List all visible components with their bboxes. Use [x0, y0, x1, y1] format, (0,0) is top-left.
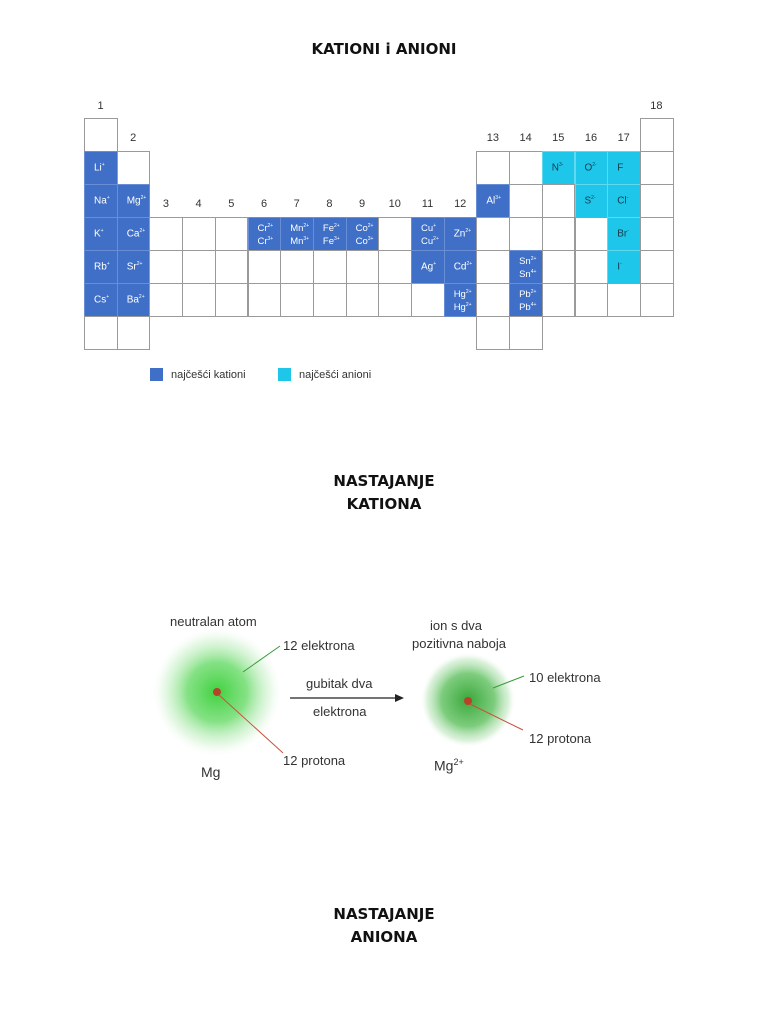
neutral-atom-label: neutralan atom: [170, 614, 257, 629]
ion-symbol: $Mn^{3+}$: [290, 236, 310, 248]
cation-cell-ca: [117, 217, 151, 251]
cation-cell-na: [84, 184, 118, 218]
group-number-8: 8: [326, 198, 333, 210]
empty-cell: [509, 184, 543, 218]
ion-symbol: $Cr^{3+}$: [257, 236, 274, 248]
left-protons-label: 12 protona: [283, 753, 346, 768]
empty-cell: [215, 250, 249, 284]
right-symbol-element: Mg: [434, 757, 454, 774]
empty-cell: [640, 184, 674, 218]
legend-anion-label: najčešći anioni: [299, 368, 372, 381]
empty-cell: [476, 250, 510, 284]
group-number-5: 5: [228, 198, 235, 210]
group-number-3: 3: [162, 198, 169, 210]
empty-cell: [476, 283, 510, 317]
empty-cell: [640, 250, 674, 284]
legend-anion-swatch: [278, 368, 291, 381]
empty-cell: [346, 250, 380, 284]
cation-cell-al: [476, 184, 510, 218]
ion-symbol: Cl-: [617, 195, 629, 207]
empty-cell: [542, 184, 576, 218]
heading-nastajanje-kationa: [0, 470, 768, 516]
ion-label-line2: pozitivna naboja: [412, 636, 506, 651]
empty-cell: [280, 283, 314, 317]
ion-symbol: I-: [617, 261, 622, 273]
ion-symbol: Li+: [94, 162, 105, 174]
empty-cell: [182, 250, 216, 284]
group-number-9: 9: [359, 198, 366, 210]
group-number-16: 16: [584, 132, 598, 144]
cation-cell-mn: [280, 217, 314, 251]
empty-cell: [378, 250, 412, 284]
empty-cell: [313, 283, 347, 317]
heading-text: KATIONI i ANIONI: [311, 40, 457, 58]
ion-symbol: $Mn^{2+}$: [290, 222, 310, 234]
group-number-18: 18: [650, 100, 663, 112]
heading-nastajanje-aniona: [0, 903, 768, 949]
periodic-table: [0, 0, 768, 400]
cation-cell-mg: [117, 184, 151, 218]
cation-cell-cs: [84, 283, 118, 317]
ion-symbol: $Cr^{2+}$: [257, 222, 274, 234]
right-symbol-charge: 2+: [453, 757, 464, 767]
empty-cell: [411, 283, 445, 317]
ion-symbol: F: [617, 162, 624, 174]
ion-symbol: $O^{2-}$: [584, 162, 597, 174]
ion-symbol: $Ba^{2+}$: [126, 294, 145, 306]
group-number-13: 13: [486, 132, 500, 144]
group-number-14: 14: [519, 132, 532, 144]
ion-symbol: $S^{2-}$: [584, 195, 596, 207]
empty-cell: [378, 217, 412, 251]
anion-cell-n: [542, 151, 576, 185]
anion-cell-br: [607, 217, 641, 251]
empty-cell: [640, 217, 674, 251]
arrow-label-line2: elektrona: [313, 704, 367, 719]
cation-cell-sn: [509, 250, 543, 284]
group-number-2: 2: [130, 132, 137, 144]
left-symbol: Mg: [201, 764, 221, 780]
ion-symbol: K+: [94, 228, 104, 240]
ion-symbol: Ag+: [421, 261, 437, 273]
anion-cell-f: [607, 151, 641, 185]
ion-label-line1: ion s dva: [430, 618, 483, 633]
legend-cation-label: najčešći kationi: [171, 368, 246, 381]
empty-cell: [640, 118, 674, 152]
empty-cell: [248, 283, 282, 317]
empty-cell: [313, 250, 347, 284]
empty-cell: [509, 217, 543, 251]
neutral-atom-nucleus: [213, 688, 221, 696]
reaction-arrow-head: [395, 694, 404, 702]
ion-symbol: $Co^{2+}$: [355, 222, 374, 234]
ion-symbol: $Co^{3+}$: [355, 236, 374, 248]
empty-cell: [149, 217, 183, 251]
anion-cell-cl: [607, 184, 641, 218]
group-number-15: 15: [552, 132, 565, 144]
group-number-4: 4: [195, 198, 202, 210]
group-number-17: 17: [617, 132, 630, 144]
diagram-graphics: [0, 590, 768, 800]
ion-symbol: $Ca^{2+}$: [126, 228, 146, 240]
cation-formation-diagram: [0, 590, 768, 800]
ion-symbol: $Zn^{2+}$: [453, 228, 472, 240]
cation-cell-rb: [84, 250, 118, 284]
cation-cell-co: [346, 217, 380, 251]
empty-cell: [575, 217, 609, 251]
heading-line1: NASTAJANJE: [333, 472, 435, 490]
cation-cell-fe: [313, 217, 347, 251]
empty-cell: [476, 217, 510, 251]
empty-cell: [640, 151, 674, 185]
empty-cell: [149, 283, 183, 317]
cation-cell-cr: [248, 217, 282, 251]
empty-cell: [84, 118, 118, 152]
right-electrons-label: 10 elektrona: [529, 670, 601, 685]
empty-cell: [542, 217, 576, 251]
ion-symbol: $Pb^{4+}$: [519, 302, 537, 314]
anion-cell-i: [607, 250, 641, 284]
cation-cell-hg: [444, 283, 478, 317]
empty-cell: [117, 316, 151, 350]
ion-symbol: $Sn^{4+}$: [519, 269, 537, 281]
group-number-10: 10: [388, 198, 401, 210]
cation-cell-k: [84, 217, 118, 251]
empty-cell: [117, 151, 151, 185]
ion-nucleus: [464, 697, 472, 705]
ion-symbol: $N^{3-}$: [551, 162, 564, 174]
cation-cell-cd: [444, 250, 478, 284]
heading-line2: KATIONA: [346, 495, 422, 513]
ion-symbol: $Hg^{2+}$: [453, 302, 472, 314]
cation-cell-ba: [117, 283, 151, 317]
ion-symbol: $Cu^{2+}$: [421, 236, 439, 248]
empty-cell: [607, 283, 641, 317]
empty-cell: [149, 250, 183, 284]
anion-cell-o: [575, 151, 609, 185]
empty-cell: [215, 283, 249, 317]
empty-cell: [542, 250, 576, 284]
empty-cell: [476, 316, 510, 350]
ion-symbol: Na+: [94, 195, 110, 207]
empty-cell: [640, 283, 674, 317]
cation-cell-ag: [411, 250, 445, 284]
empty-cell: [575, 283, 609, 317]
cation-cell-sr: [117, 250, 151, 284]
empty-cell: [542, 283, 576, 317]
empty-cell: [509, 316, 543, 350]
ion-symbol: Br-: [617, 228, 629, 240]
group-number-7: 7: [293, 198, 300, 210]
group-number-12: 12: [454, 198, 467, 210]
cation-cell-li: [84, 151, 118, 185]
right-symbol: [434, 757, 464, 774]
heading-line1: NASTAJANJE: [333, 905, 435, 923]
group-number-11: 11: [421, 198, 434, 210]
cation-cell-cu: [411, 217, 445, 251]
ion-symbol: $Pb^{2+}$: [519, 288, 537, 300]
ion-symbol: $Mg^{2+}$: [126, 195, 147, 207]
empty-cell: [84, 316, 118, 350]
ion-symbol: $Hg^{2+}$: [453, 288, 472, 300]
ion-symbol: $Cd^{2+}$: [453, 261, 473, 273]
empty-cell: [378, 283, 412, 317]
ion-symbol: Cu+: [421, 222, 437, 234]
empty-cell: [509, 151, 543, 185]
ion-symbol: $Al^{3+}$: [486, 195, 501, 207]
right-protons-label: 12 protona: [529, 731, 592, 746]
group-number-1: 1: [97, 100, 104, 112]
empty-cell: [182, 283, 216, 317]
heading-line2: ANIONA: [350, 928, 418, 946]
cation-cell-pb: [509, 283, 543, 317]
ion-symbol: $Fe^{2+}$: [322, 222, 340, 234]
ion-symbol: $Sn^{2+}$: [519, 255, 537, 267]
left-electrons-label: 12 elektrona: [283, 638, 355, 653]
arrow-label-line1: gubitak dva: [306, 676, 373, 691]
empty-cell: [182, 217, 216, 251]
empty-cell: [575, 250, 609, 284]
ion-symbol: Rb+: [94, 261, 110, 273]
empty-cell: [215, 217, 249, 251]
legend-cation-swatch: [150, 368, 163, 381]
empty-cell: [280, 250, 314, 284]
empty-cell: [476, 151, 510, 185]
group-number-6: 6: [260, 198, 268, 210]
ion-symbol: $Sr^{2+}$: [126, 261, 143, 273]
ion-symbol: Cs+: [94, 294, 110, 306]
ion-symbol: $Fe^{3+}$: [322, 236, 340, 248]
empty-cell: [248, 250, 282, 284]
empty-cell: [346, 283, 380, 317]
legend-cations: [150, 368, 246, 381]
cation-cell-zn: [444, 217, 478, 251]
anion-cell-s: [575, 184, 609, 218]
legend-anions: [278, 368, 371, 381]
